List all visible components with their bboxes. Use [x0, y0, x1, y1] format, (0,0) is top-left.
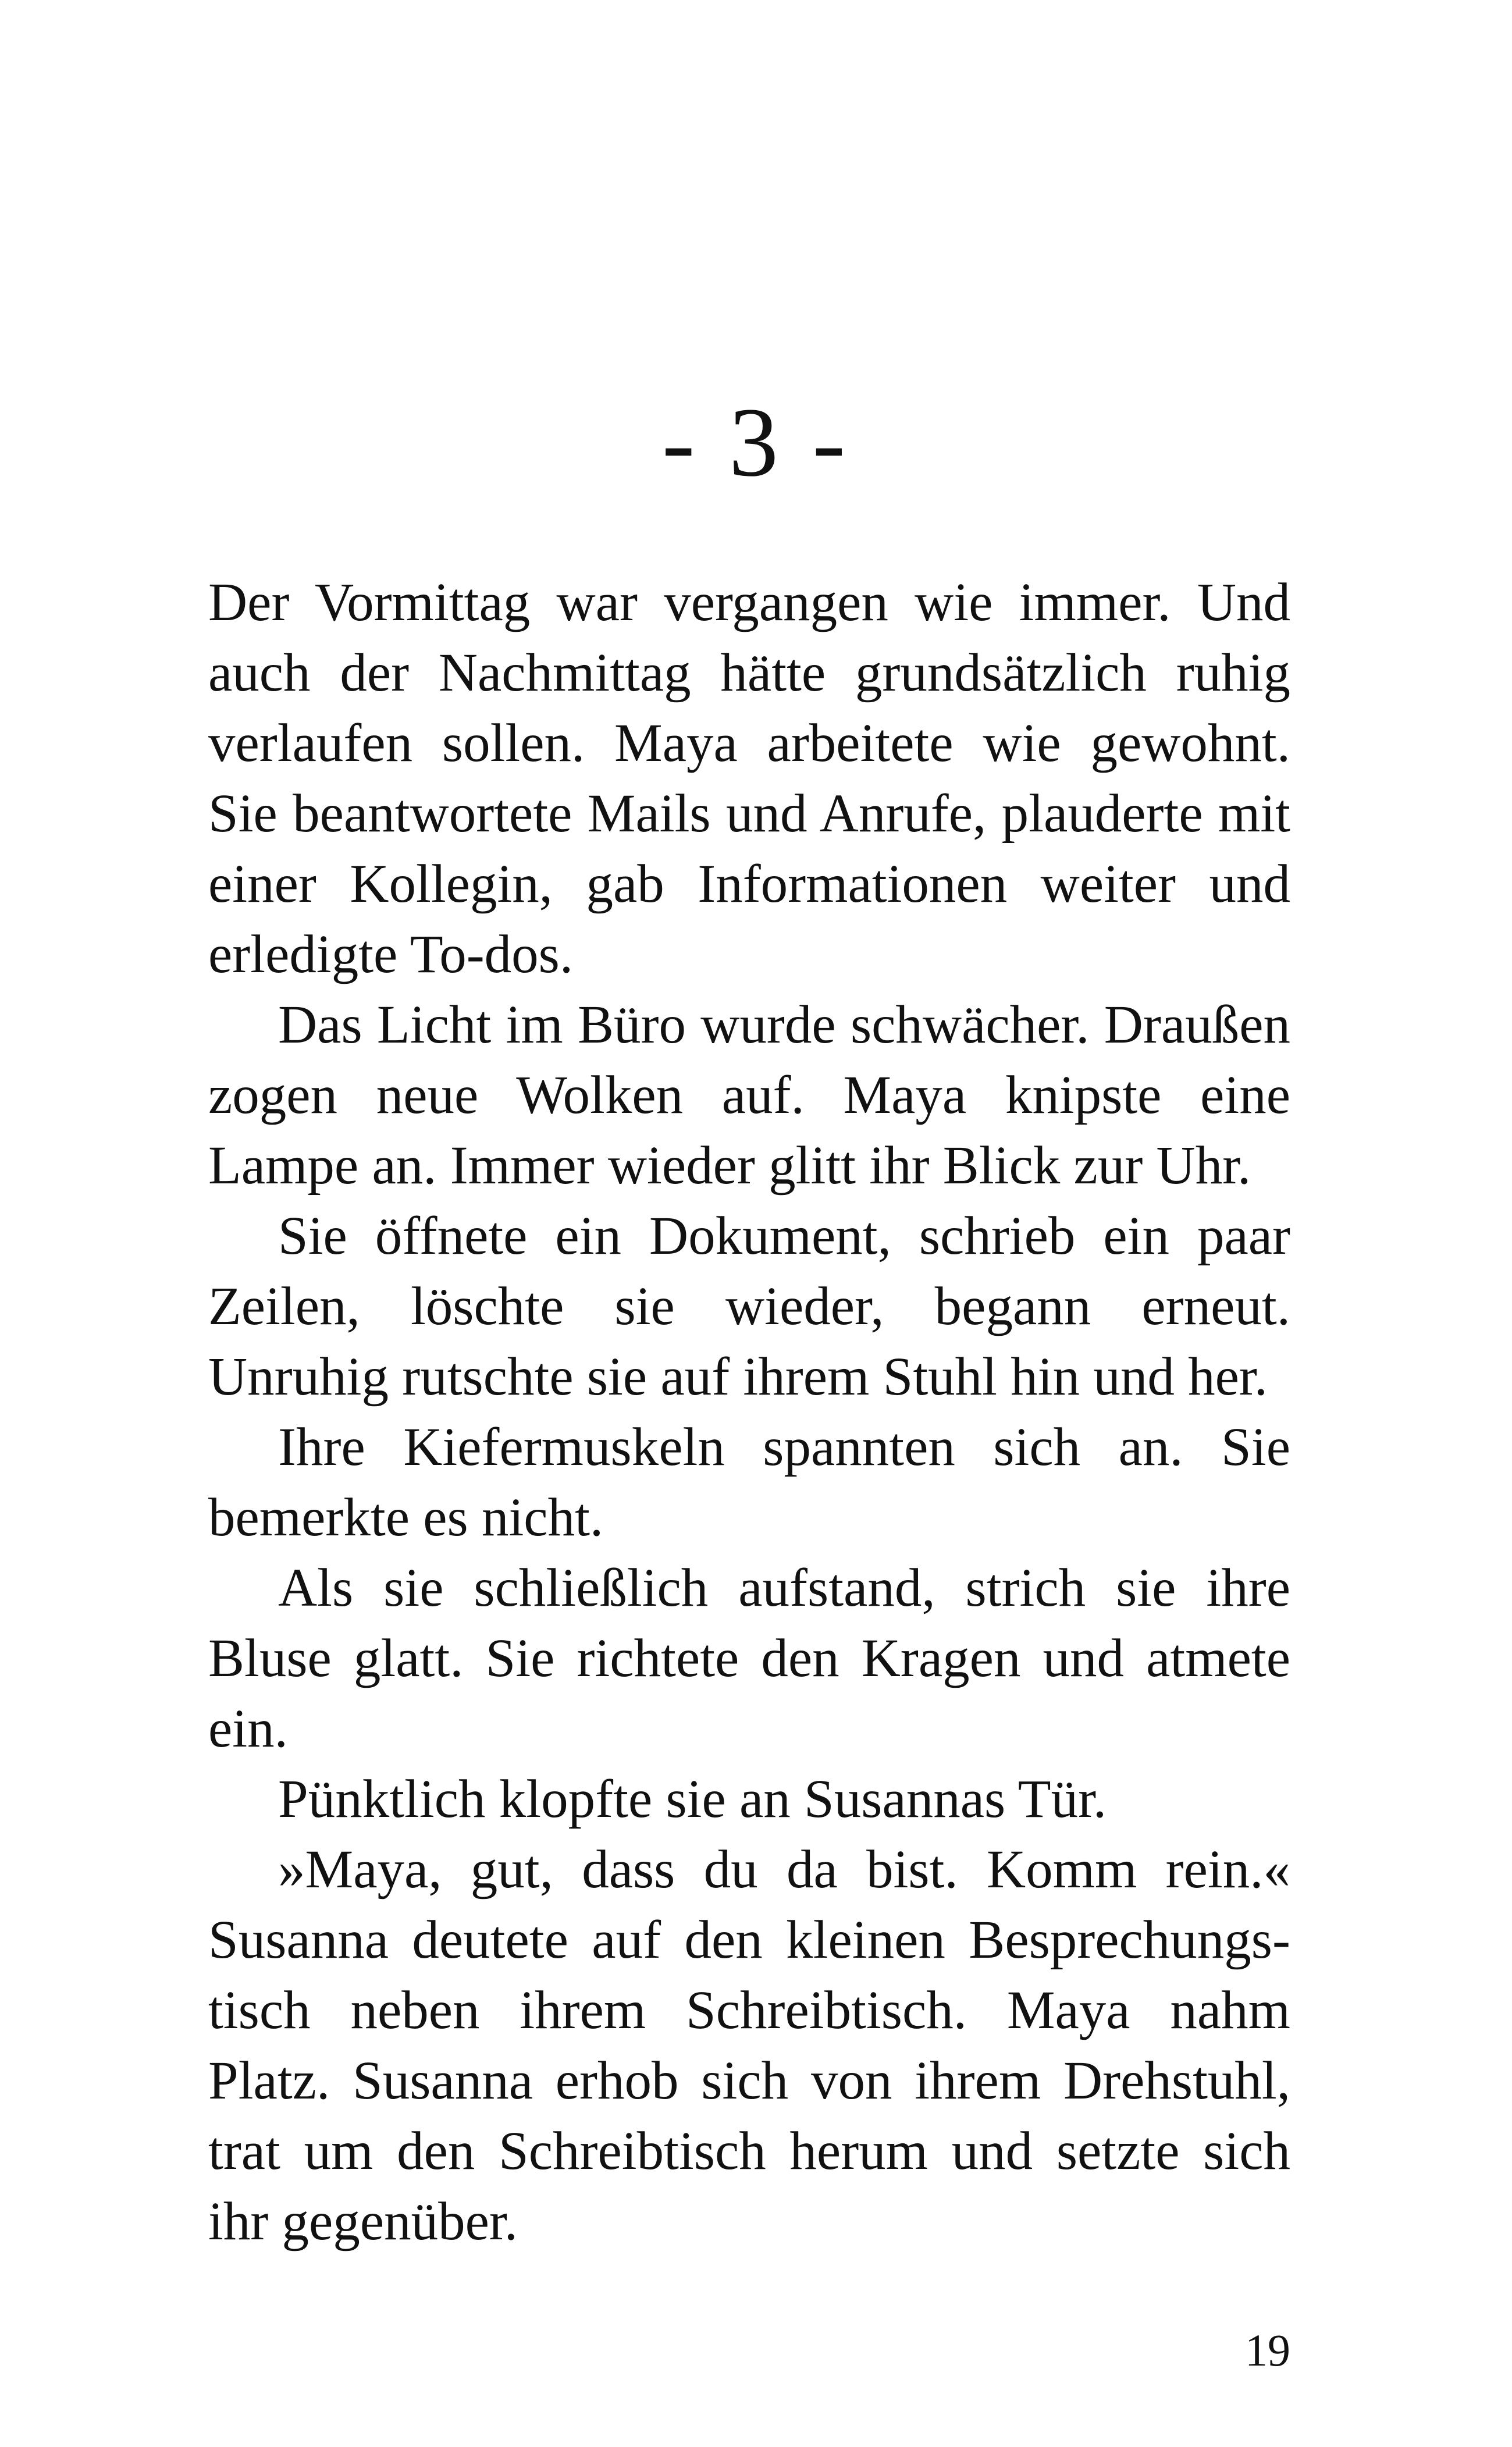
body-text: [208, 567, 1290, 2257]
paragraph: Als sie schließlich aufstand, strich sie ihre Bluse glatt. Sie richtete den Kragen und atmete ein.: [208, 1558, 1290, 1759]
chapter-title: - 3 -: [661, 387, 851, 497]
paragraph: Das Licht im Büro wurde schwächer. Draußen zogen neue Wolken auf. Maya knipste eine Lampe an. Immer wieder glitt ihr Blick zur Uhr.: [208, 995, 1290, 1196]
paragraph: Ihre Kiefermuskeln spannten sich an. Sie bemerkte es nicht.: [208, 1417, 1290, 1548]
paragraph: »Maya, gut, dass du da bist. Komm rein.« Susanna deutete auf den kleinen Besprechungstisch neben ihrem Schreibtisch. Maya nahm Platz. Susanna erhob sich von ihrem Drehstuhl, trat um den Schreibtisch herum und setzte sich ihr gegenüber.: [208, 1840, 1290, 2252]
paragraph: Pünktlich klopfte sie an Susannas Tür.: [278, 1769, 1107, 1829]
paragraph: Sie öffnete ein Dokument, schrieb ein paar Zeilen, löschte sie wieder, begann erneut. Unruhig rutschte sie auf ihrem Stuhl hin und her.: [208, 1206, 1290, 1407]
page-number: 19: [1245, 2325, 1290, 2375]
paragraph: Der Vormittag war vergangen wie immer. Und auch der Nachmittag hätte grundsätzlich ruhig verlaufen sollen. Maya arbeitete wie gewohnt. Sie beantwortete Mails und Anrufe, plauderte mit einer Kollegin, gab Informationen weiter und erledigte To-dos.: [208, 572, 1290, 984]
